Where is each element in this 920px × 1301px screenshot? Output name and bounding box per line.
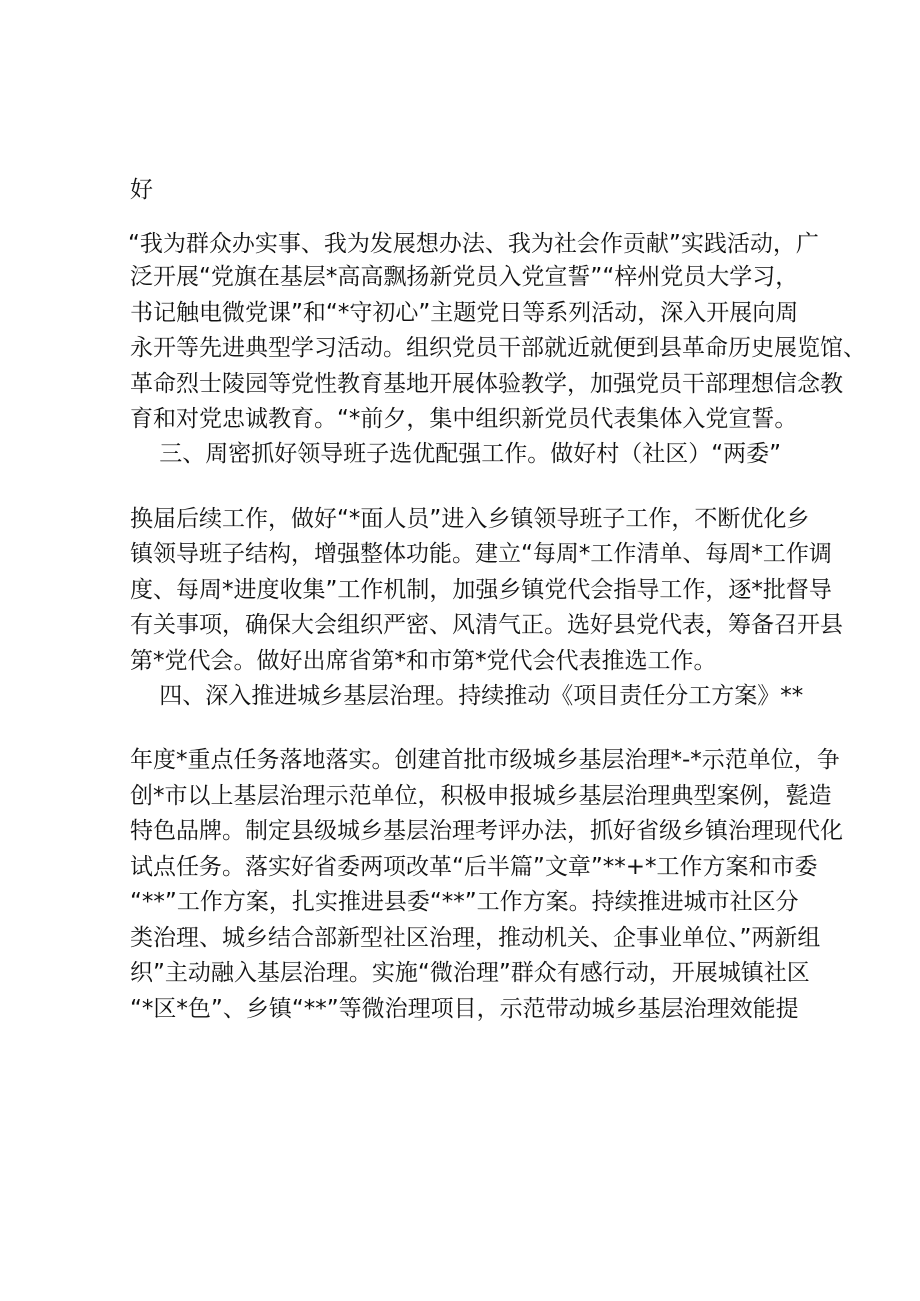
text-line: 织”主动融入基层治理。实施“微治理”群众有感行动，开展城镇社区 [130,960,810,986]
text-line: 四、深入推进城乡基层治理。持续推动《项目责任分工方案》** [130,683,804,709]
text-line: 好 [130,177,153,203]
text-line: “*区*色”、乡镇“**”等微治理项目，示范带动城乡基层治理效能提 [130,996,799,1022]
text-line: “**”工作方案，扎实推进县委“**”工作方案。持续推进城市社区分 [130,889,799,915]
text-line: 类治理、城乡结合部新型社区治理，推动机关、企事业单位、”两新组 [130,925,821,951]
section-heading-line: 年度*重点任务落地落实。创建首批市级城乡基层治理*-*示范单位，争 [130,747,840,773]
text-line: 创*市以上基层治理示范单位，积极申报城乡基层治理典型案例，甏造 [130,783,832,809]
text-line: 试点任务。落实好省委两项改革“后半篇”文章”**+*工作方案和市委 [130,854,818,880]
text-line: 书记触电微党课”和“*守初心”主题党日等系列活动，深入开展向周 [130,300,799,326]
text-line: 三、周密抓好领导班子选优配强工作。做好村（社区）“两委” [130,441,782,467]
text-line: 第*党代会。做好出席省第*和市第*党代会代表推选工作。 [130,648,717,674]
text-line: 有关事项，确保大会组织严密、风清气正。选好县党代表，筹备召开县 [130,612,843,638]
text-line: 特色品牌。制定县级城乡基层治理考评办法，抓好省级乡镇治理现代化 [130,818,843,844]
text-line: 度、每周*进度收集”工作机制，加强乡镇党代会指导工作，逐*批督导 [130,577,832,603]
text-line: 育和对党忠诚教育。“*前夕，集中组织新党员代表集体入党宣誓。 [130,406,798,432]
text-line: 永开等先进典型学习活动。组织党员干部就近就便到县革命历史展览馆、 [130,335,866,361]
section-heading-line: 换届后续工作，做好“*面人员”进入乡镇领导班子工作，不断优化乡 [130,506,810,532]
text-line: “我为群众办实事、我为发展想办法、我为社会作贡献”实践活动，广 [128,231,819,257]
text-line: 泛开展“党旗在基层*高高飘扬新党员入党宣誓”“梓州党员大学习， [130,264,799,290]
text-line: 革命烈士陵园等党性教育基地开展体验教学，加强党员干部理想信念教 [130,371,843,397]
text-line: 镇领导班子结构，增强整体功能。建立“每周*工作清单、每周*工作调 [130,541,832,567]
